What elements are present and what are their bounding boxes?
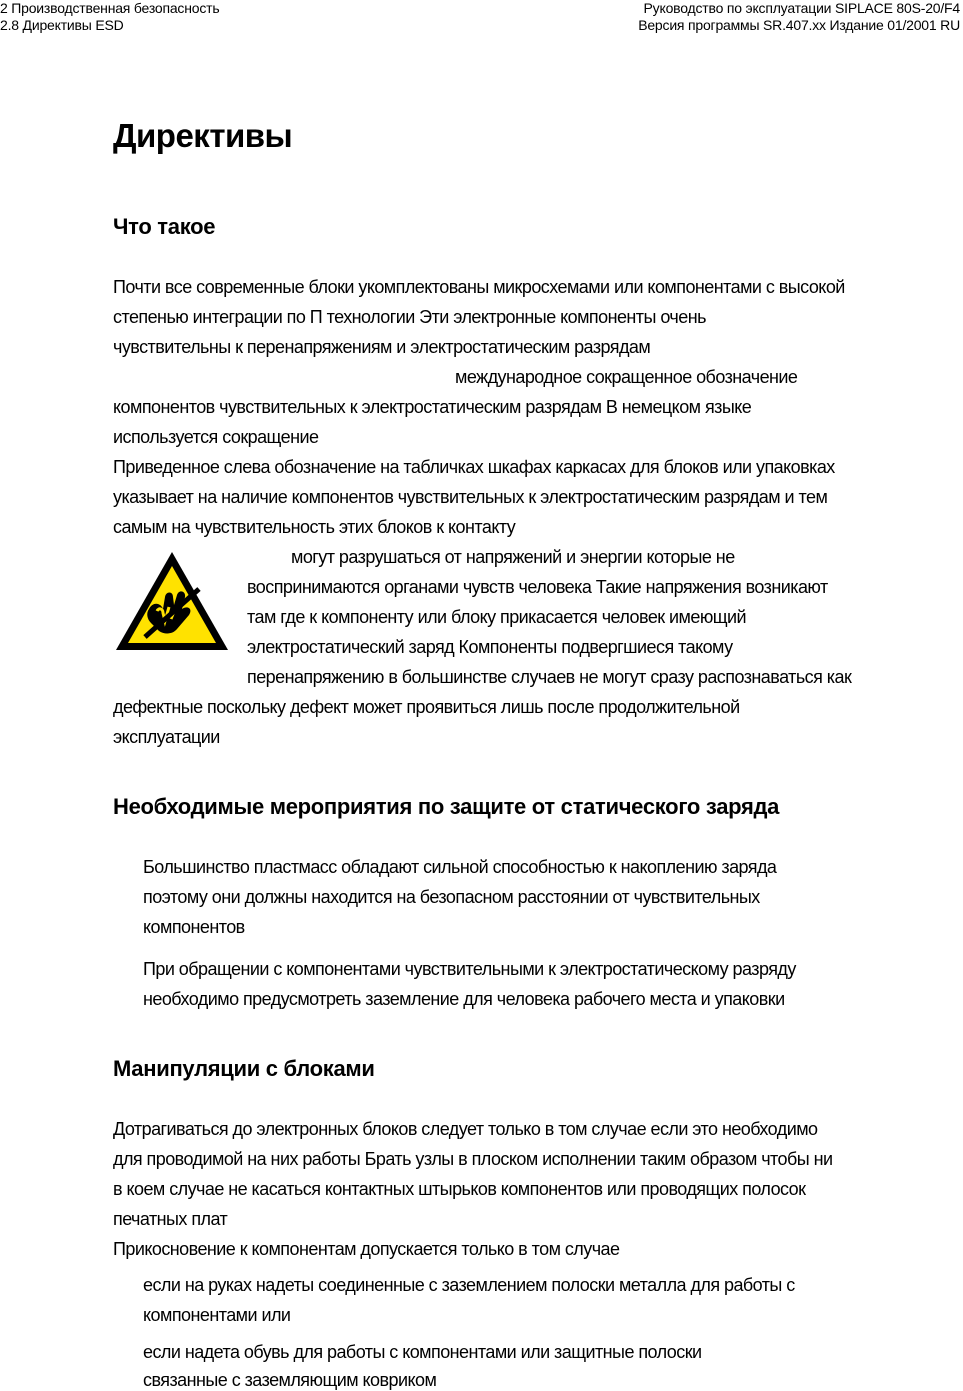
paragraph-line: указывает на наличие компонентов чувствительных к электростатическим разрядам и тем bbox=[113, 487, 828, 507]
paragraph-line: эксплуатации bbox=[113, 727, 220, 747]
section-heading-handling: Манипуляции с блоками bbox=[113, 1056, 375, 1081]
section-heading-esd-measures: Необходимые мероприятия по защите от статического заряда bbox=[113, 794, 780, 819]
list-item-line: если надета обувь для работы с компонентами или защитные полоски bbox=[143, 1342, 702, 1362]
paragraph-line: воспринимаются органами чувств человека Такие напряжения возникают bbox=[247, 577, 828, 597]
paragraph-line: Прикосновение к компонентам допускается только в том случае bbox=[113, 1239, 620, 1259]
page-header-left bbox=[0, 0, 219, 34]
paragraph-line: там где к компоненту или блоку прикасается человек имеющий bbox=[247, 607, 747, 627]
list-item-line: Большинство пластмасс обладают сильной способностью к накоплению заряда bbox=[143, 857, 777, 877]
paragraph-line: для проводимой на них работы Брать узлы в плоском исполнении таким образом чтобы ни bbox=[113, 1149, 833, 1169]
header-chapter: 2 Производственная безопасность bbox=[0, 0, 220, 16]
paragraph-line: Дотрагиваться до электронных блоков следует только в том случае если это необходимо bbox=[113, 1119, 818, 1139]
list-item-line: необходимо предусмотреть заземление для человека рабочего места и упаковки bbox=[143, 989, 785, 1009]
paragraph-line: печатных плат bbox=[113, 1209, 228, 1229]
list-item-line: если на руках надеты соединенные с заземлением полоски металла для работы с bbox=[143, 1275, 795, 1295]
paragraph-line: самым на чувствительность этих блоков к контакту bbox=[113, 517, 516, 537]
paragraph-line: компонентов чувствительных к электростатическим разрядам В немецком языке bbox=[113, 397, 752, 417]
esd-warning-icon bbox=[113, 549, 231, 653]
page-title: Директивы bbox=[113, 117, 293, 154]
paragraph-line: Приведенное слева обозначение на табличках шкафах каркасах для блоков или упаковках bbox=[113, 457, 835, 477]
header-version: Версия программы SR.407.xx Издание 01/2001 RU bbox=[638, 17, 960, 33]
paragraph-line: используется сокращение bbox=[113, 427, 319, 447]
list-item-line: поэтому они должны находится на безопасном расстоянии от чувствительных bbox=[143, 887, 760, 907]
list-item-line: компонентов bbox=[143, 917, 245, 937]
header-section: 2.8 Директивы ESD bbox=[0, 17, 124, 33]
section-heading-what-is: Что такое bbox=[113, 214, 216, 239]
paragraph-line: степенью интеграции по П технологии Эти электронные компоненты очень bbox=[113, 307, 706, 327]
list-item-line: При обращении с компонентами чувствительными к электростатическому разряду bbox=[143, 959, 796, 979]
paragraph-line: дефектные поскольку дефект может проявиться лишь после продолжительной bbox=[113, 697, 740, 717]
paragraph-line: чувствительны к перенапряжениям и электростатическим разрядам bbox=[113, 337, 651, 357]
paragraph-line: Почти все современные блоки укомплектованы микросхемами или компонентами с высокой bbox=[113, 277, 845, 297]
list-item-line: компонентами или bbox=[143, 1305, 291, 1325]
paragraph-line: международное сокращенное обозначение bbox=[455, 367, 798, 387]
paragraph-line: в коем случае не касаться контактных штырьков компонентов или проводящих полосок bbox=[113, 1179, 806, 1199]
paragraph-line: могут разрушаться от напряжений и энергии которые не bbox=[291, 547, 735, 567]
paragraph-line: электростатический заряд Компоненты подвергшиеся такому bbox=[247, 637, 733, 657]
list-item-line: связанные с заземляющим ковриком bbox=[143, 1370, 437, 1390]
page-header-right bbox=[638, 0, 960, 34]
paragraph-line: перенапряжению в большинстве случаев не могут сразу распознаваться как bbox=[247, 667, 852, 687]
header-manual-title: Руководство по эксплуатации SIPLACE 80S-20/F4 bbox=[643, 0, 960, 16]
